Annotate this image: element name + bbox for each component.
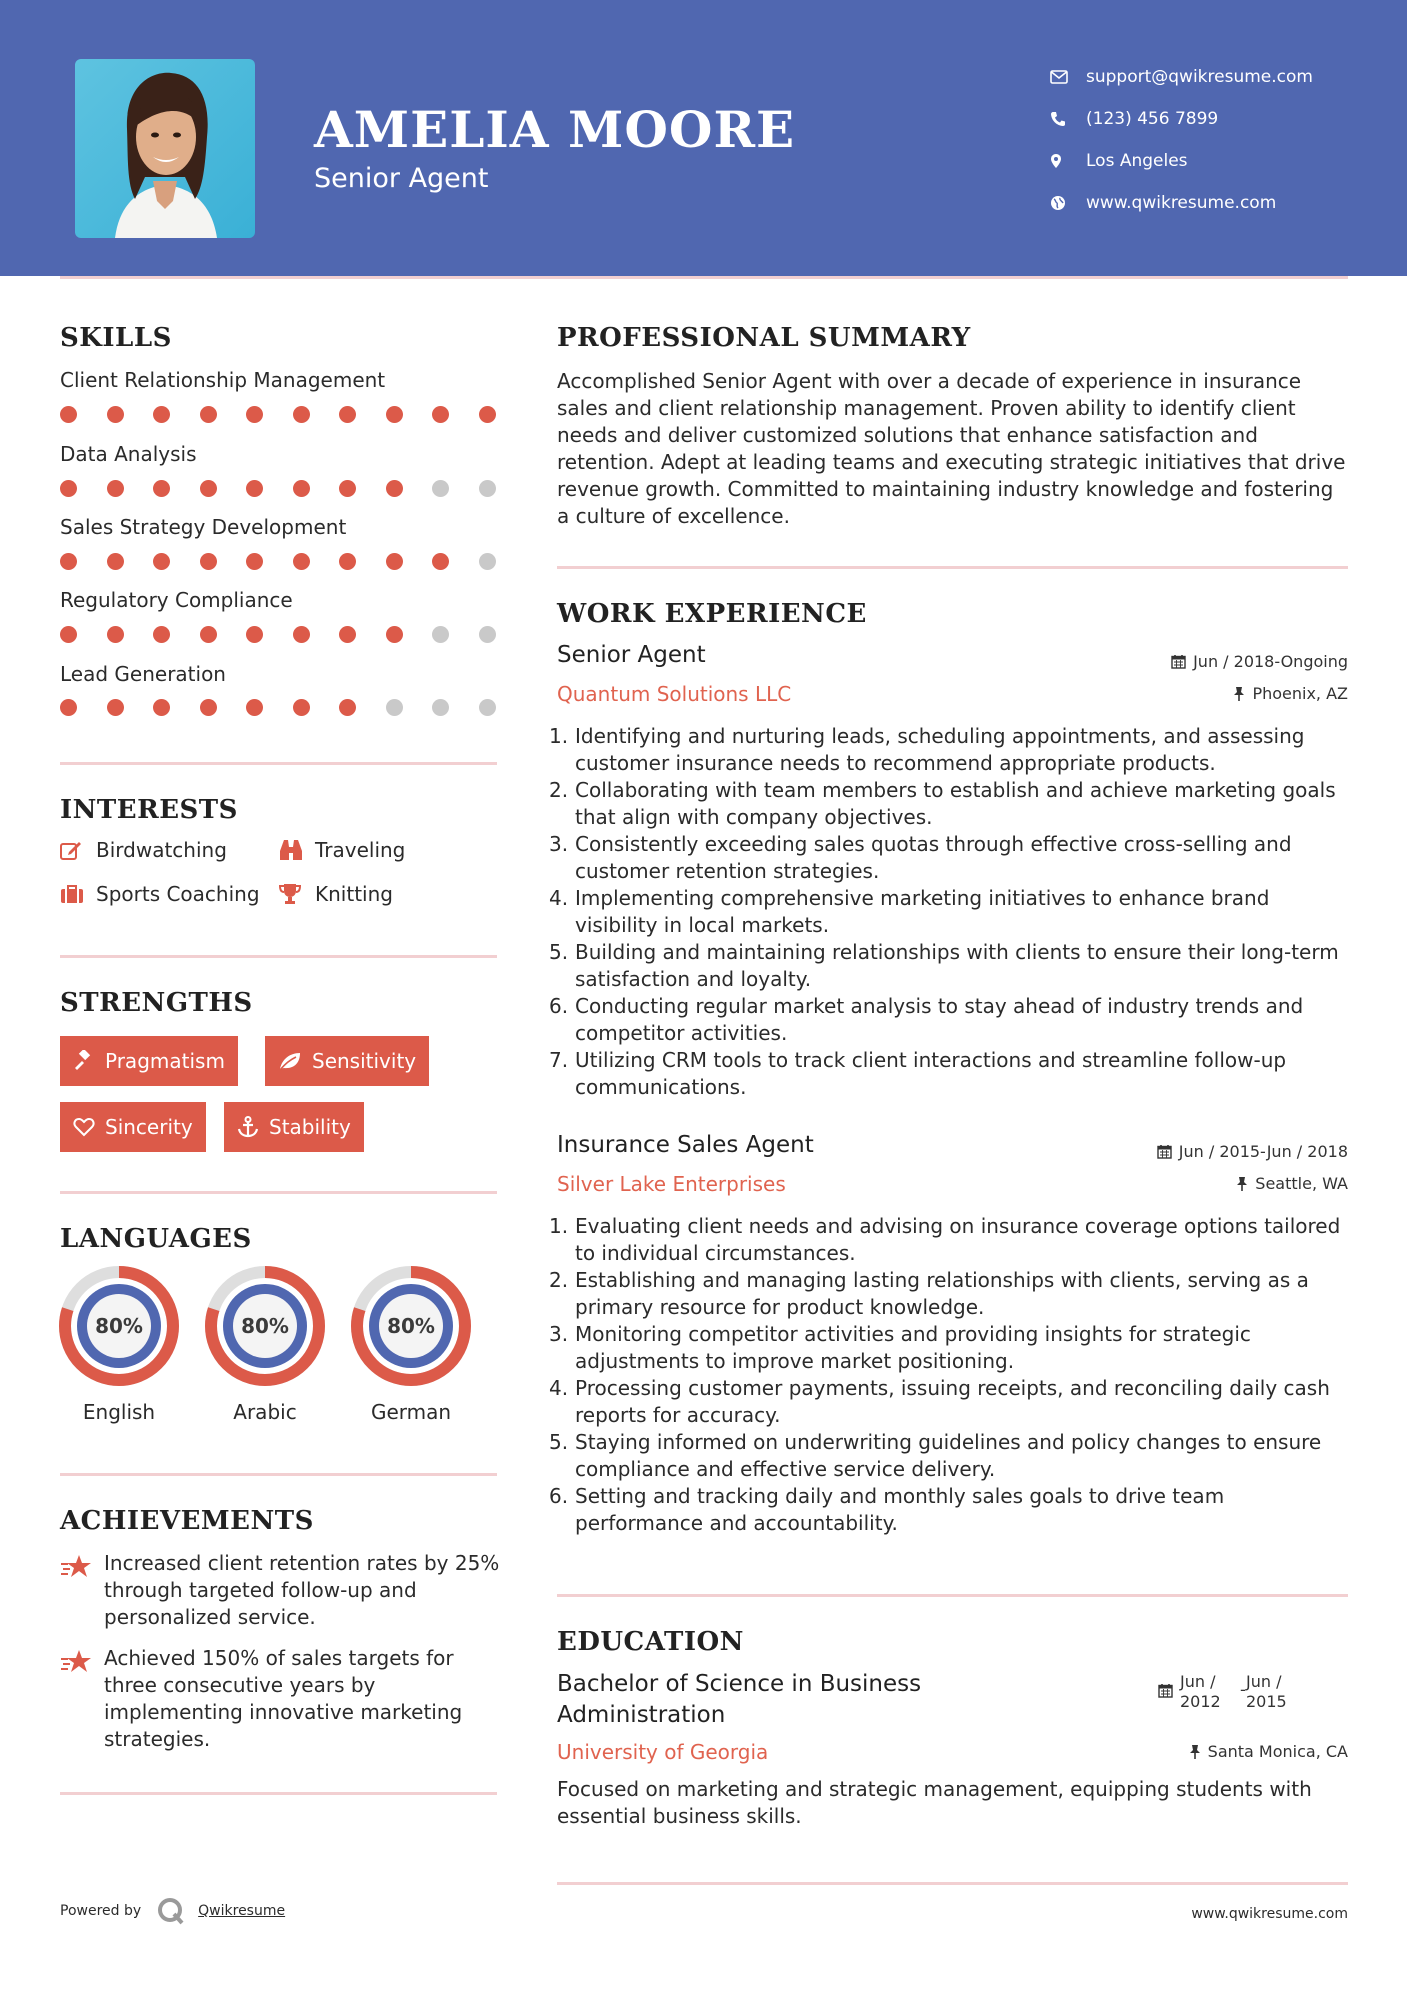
interest-label: Sports Coaching bbox=[96, 882, 260, 906]
language-name: German bbox=[370, 1400, 452, 1424]
pushpin-icon bbox=[1189, 1744, 1201, 1760]
strength-tag bbox=[224, 1102, 364, 1152]
skill-dot bbox=[432, 553, 449, 570]
strength-label: Sincerity bbox=[105, 1115, 193, 1139]
strength-tag bbox=[60, 1036, 238, 1086]
skill-name: Sales Strategy Development bbox=[60, 515, 347, 539]
contact-location bbox=[1050, 140, 1313, 182]
contact-email-text: support@qwikresume.com bbox=[1086, 67, 1313, 87]
duty-text: Identifying and nurturing leads, scheduling appointments, and assessing customer insurance needs to recommend appropriate products. bbox=[575, 724, 1305, 775]
duty-item: 1. Evaluating client needs and advising on insurance coverage options tailored to individual circumstances. bbox=[549, 1214, 1341, 1265]
degree-title-line2: Administration bbox=[557, 1702, 726, 1728]
skill-dot bbox=[339, 699, 356, 716]
envelope-icon bbox=[1050, 70, 1086, 84]
job-title: Insurance Sales Agent bbox=[557, 1132, 814, 1158]
shooting-star-icon bbox=[60, 1550, 104, 1631]
skill-dot bbox=[246, 553, 263, 570]
strengths-heading: STRENGTHS bbox=[60, 988, 253, 1018]
job-dates bbox=[1171, 652, 1348, 671]
calendar-icon bbox=[1171, 654, 1186, 669]
skill-dot bbox=[386, 480, 403, 497]
skill-dot bbox=[339, 406, 356, 423]
skill-dot bbox=[200, 480, 217, 497]
resume-header bbox=[0, 0, 1407, 276]
duty-item: 3. Consistently exceeding sales quotas through effective cross-selling and customer retention strategies. bbox=[549, 832, 1292, 883]
strength-tag bbox=[265, 1036, 429, 1086]
contact-phone[interactable] bbox=[1050, 98, 1313, 140]
heart-icon bbox=[73, 1117, 95, 1137]
education-dates bbox=[1158, 1672, 1287, 1712]
achievement-text: Increased client retention rates by 25% through targeted follow-up and personalized service. bbox=[104, 1551, 500, 1629]
skill-dot bbox=[246, 480, 263, 497]
skill-dot bbox=[293, 406, 310, 423]
calendar-icon bbox=[1158, 1672, 1173, 1712]
trophy-icon bbox=[279, 883, 315, 905]
binoculars-icon bbox=[279, 839, 315, 861]
job-duties bbox=[549, 723, 1353, 1101]
qwikresume-link[interactable]: Qwikresume bbox=[198, 1903, 286, 1919]
contact-website[interactable] bbox=[1050, 182, 1313, 224]
skill-dot bbox=[200, 626, 217, 643]
skill-dot bbox=[293, 626, 310, 643]
strength-label: Stability bbox=[269, 1115, 351, 1139]
experience-heading: WORK EXPERIENCE bbox=[557, 599, 867, 629]
duty-item: 5. Staying informed on underwriting guidelines and policy changes to ensure compliance and effective service delivery. bbox=[549, 1430, 1322, 1481]
job-location-text: Seattle, WA bbox=[1255, 1174, 1348, 1193]
pencil-square-icon bbox=[60, 840, 96, 860]
duty-item: 6. Conducting regular market analysis to stay ahead of industry trends and competitor activities. bbox=[549, 994, 1304, 1045]
skill-dot bbox=[107, 699, 124, 716]
skill-dot bbox=[432, 626, 449, 643]
education-start-line2: 2012 bbox=[1180, 1692, 1221, 1711]
skill-dot bbox=[246, 699, 263, 716]
section-divider bbox=[60, 1473, 497, 1476]
skill-dot bbox=[200, 553, 217, 570]
job-location-text: Phoenix, AZ bbox=[1252, 684, 1348, 703]
skill-dot bbox=[479, 480, 496, 497]
contact-phone-text: (123) 456 7899 bbox=[1086, 109, 1219, 129]
achievement-item bbox=[60, 1550, 500, 1631]
duty-text: Implementing comprehensive marketing initiatives to enhance brand visibility in local markets. bbox=[575, 886, 1270, 937]
skill-rating bbox=[60, 406, 525, 423]
school-name: University of Georgia bbox=[557, 1740, 769, 1764]
achievement-item bbox=[60, 1645, 500, 1753]
shooting-star-icon bbox=[60, 1645, 104, 1753]
skill-dot bbox=[107, 626, 124, 643]
skill-dot bbox=[339, 553, 356, 570]
duty-item: 4. Implementing comprehensive marketing initiatives to enhance brand visibility in local markets. bbox=[549, 886, 1270, 937]
duty-item: 4. Processing customer payments, issuing receipts, and reconciling daily cash reports for accuracy. bbox=[549, 1376, 1330, 1427]
skill-dot bbox=[246, 626, 263, 643]
skill-dot bbox=[246, 406, 263, 423]
duty-item: 6. Setting and tracking daily and monthly sales goals to drive team performance and accountability. bbox=[549, 1484, 1225, 1535]
section-divider bbox=[557, 1882, 1348, 1885]
duty-text: Conducting regular market analysis to stay ahead of industry trends and competitor activities. bbox=[575, 994, 1304, 1045]
skill-rating bbox=[60, 699, 525, 716]
qwikresume-logo-icon bbox=[156, 1896, 186, 1926]
duty-text: Collaborating with team members to establish and achieve marketing goals that align with company objectives. bbox=[575, 778, 1336, 829]
skill-dot bbox=[107, 553, 124, 570]
duty-text: Staying informed on underwriting guidelines and policy changes to ensure compliance and effective service delivery. bbox=[575, 1430, 1322, 1481]
leaf-icon bbox=[278, 1051, 302, 1071]
job-dates-text: Jun / 2018-Ongoing bbox=[1193, 652, 1348, 671]
education-location bbox=[1189, 1742, 1348, 1761]
skill-name: Lead Generation bbox=[60, 662, 226, 686]
duty-text: Consistently exceeding sales quotas through effective cross-selling and customer retention strategies. bbox=[575, 832, 1292, 883]
section-divider bbox=[60, 1792, 497, 1795]
footer-powered-by bbox=[60, 1896, 285, 1926]
summary-text: Accomplished Senior Agent with over a decade of experience in insurance sales and client relationship management. Proven ability to identify client needs and deliver customized solutions that enhance satisfaction and retention. Adept at leading teams and executing strategic initiatives that drive revenue growth. Committed to maintaining industry knowledge and fostering a culture of excellence. bbox=[557, 369, 1346, 528]
job-location bbox=[1236, 1174, 1348, 1193]
duty-text: Processing customer payments, issuing receipts, and reconciling daily cash reports for accuracy. bbox=[575, 1376, 1330, 1427]
language-percent: 80% bbox=[95, 1314, 143, 1338]
skill-dot bbox=[293, 480, 310, 497]
languages-heading: LANGUAGES bbox=[60, 1224, 252, 1254]
skill-dot bbox=[60, 699, 77, 716]
language-name: English bbox=[82, 1400, 156, 1424]
skill-dot bbox=[479, 699, 496, 716]
skill-dot bbox=[60, 406, 77, 423]
strength-label: Sensitivity bbox=[312, 1049, 417, 1073]
header-divider bbox=[60, 276, 1348, 279]
job-dates bbox=[1157, 1142, 1348, 1161]
contact-website-text: www.qwikresume.com bbox=[1086, 193, 1277, 213]
skill-dot bbox=[60, 480, 77, 497]
section-divider bbox=[60, 1191, 497, 1194]
skill-dot bbox=[60, 553, 77, 570]
date-separator: - bbox=[1240, 1680, 1246, 1699]
skill-dot bbox=[153, 699, 170, 716]
skill-dot bbox=[153, 553, 170, 570]
education-location-text: Santa Monica, CA bbox=[1207, 1742, 1348, 1761]
skill-rating bbox=[60, 626, 525, 643]
skill-dot bbox=[339, 626, 356, 643]
skill-dot bbox=[479, 553, 496, 570]
skill-rating bbox=[60, 553, 525, 570]
summary-heading: PROFESSIONAL SUMMARY bbox=[557, 323, 971, 353]
language-gauge bbox=[203, 1264, 327, 1388]
language-item bbox=[349, 1264, 473, 1424]
pushpin-icon bbox=[1233, 686, 1245, 702]
degree-title: Bachelor of Science in Business bbox=[557, 1671, 922, 1697]
contact-list bbox=[1050, 56, 1313, 224]
job-dates-text: Jun / 2015-Jun / 2018 bbox=[1178, 1142, 1348, 1161]
skill-dot bbox=[479, 626, 496, 643]
skill-dot bbox=[479, 406, 496, 423]
job-title: Senior Agent bbox=[557, 642, 706, 668]
contact-location-text: Los Angeles bbox=[1086, 151, 1188, 171]
education-end-date bbox=[1240, 1672, 1287, 1712]
interest-item bbox=[279, 882, 393, 906]
interest-item bbox=[60, 838, 227, 862]
duty-item: 7. Utilizing CRM tools to track client interactions and streamline follow-up communications. bbox=[549, 1048, 1287, 1099]
duty-text: Establishing and managing lasting relationships with clients, serving as a primary resource for product knowledge. bbox=[575, 1268, 1309, 1319]
duty-text: Monitoring competitor activities and providing insights for strategic adjustments to improve market positioning. bbox=[575, 1322, 1251, 1373]
skill-dot bbox=[293, 699, 310, 716]
skill-dot bbox=[432, 480, 449, 497]
pushpin-icon bbox=[1236, 1176, 1248, 1192]
language-item bbox=[57, 1264, 181, 1424]
language-gauge bbox=[349, 1264, 473, 1388]
skill-name: Regulatory Compliance bbox=[60, 588, 293, 612]
skill-dot bbox=[107, 406, 124, 423]
candidate-name: AMELIA MOORE bbox=[314, 100, 796, 159]
skill-dot bbox=[432, 699, 449, 716]
skill-dot bbox=[153, 480, 170, 497]
phone-icon bbox=[1050, 111, 1086, 127]
duty-text: Setting and tracking daily and monthly sales goals to drive team performance and accountability. bbox=[575, 1484, 1225, 1535]
education-description: Focused on marketing and strategic management, equipping students with essential business skills. bbox=[557, 1777, 1312, 1828]
language-item bbox=[203, 1264, 327, 1424]
interest-item bbox=[60, 882, 260, 906]
skill-dot bbox=[153, 626, 170, 643]
duty-item: 2. Establishing and managing lasting relationships with clients, serving as a primary resource for product knowledge. bbox=[549, 1268, 1309, 1319]
section-divider bbox=[60, 762, 497, 765]
duty-item: 5. Building and maintaining relationships with clients to ensure their long-term satisfaction and loyalty. bbox=[549, 940, 1339, 991]
skill-rating bbox=[60, 480, 525, 497]
interest-label: Traveling bbox=[315, 838, 406, 862]
language-name: Arabic bbox=[233, 1400, 297, 1424]
language-percent: 80% bbox=[241, 1314, 289, 1338]
interests-heading: INTERESTS bbox=[60, 795, 238, 825]
duty-item: 3. Monitoring competitor activities and providing insights for strategic adjustments to improve market positioning. bbox=[549, 1322, 1251, 1373]
section-divider bbox=[60, 955, 497, 958]
education-start-line1: Jun / bbox=[1180, 1672, 1216, 1691]
job-location bbox=[1233, 684, 1348, 703]
language-gauge bbox=[57, 1264, 181, 1388]
interest-item bbox=[279, 838, 405, 862]
interest-label: Knitting bbox=[315, 882, 393, 906]
duty-item: 1. Identifying and nurturing leads, scheduling appointments, and assessing customer insurance needs to recommend appropriate products. bbox=[549, 724, 1305, 775]
job-duties bbox=[549, 1213, 1353, 1537]
skill-dot bbox=[339, 480, 356, 497]
company-name: Silver Lake Enterprises bbox=[557, 1172, 786, 1196]
anchor-icon bbox=[237, 1116, 259, 1138]
gavel-icon bbox=[73, 1050, 95, 1072]
skill-dot bbox=[386, 406, 403, 423]
calendar-icon bbox=[1157, 1144, 1172, 1159]
section-divider bbox=[557, 566, 1348, 569]
achievement-text: Achieved 150% of sales targets for three consecutive years by implementing innovative marketing strategies. bbox=[104, 1646, 463, 1751]
duty-text: Evaluating client needs and advising on insurance coverage options tailored to individual circumstances. bbox=[575, 1214, 1341, 1265]
footer-website[interactable]: www.qwikresume.com bbox=[1191, 1906, 1348, 1922]
skill-dot bbox=[293, 553, 310, 570]
duty-item: 2. Collaborating with team members to establish and achieve marketing goals that align with company objectives. bbox=[549, 778, 1336, 829]
language-percent: 80% bbox=[387, 1314, 435, 1338]
globe-icon bbox=[1050, 195, 1086, 211]
education-end-line2: 2015 bbox=[1246, 1692, 1287, 1711]
strength-label: Pragmatism bbox=[105, 1049, 225, 1073]
skill-dot bbox=[386, 626, 403, 643]
skill-dot bbox=[200, 699, 217, 716]
education-start-date bbox=[1180, 1672, 1246, 1712]
contact-email[interactable] bbox=[1050, 56, 1313, 98]
section-divider bbox=[557, 1594, 1348, 1597]
skill-name: Data Analysis bbox=[60, 442, 197, 466]
skill-dot bbox=[60, 626, 77, 643]
skill-dot bbox=[386, 553, 403, 570]
interest-label: Birdwatching bbox=[96, 838, 227, 862]
powered-by-text: Powered by bbox=[60, 1903, 142, 1919]
skill-dot bbox=[432, 406, 449, 423]
skill-name: Client Relationship Management bbox=[60, 368, 386, 392]
skill-dot bbox=[153, 406, 170, 423]
candidate-title: Senior Agent bbox=[314, 163, 489, 194]
skill-dot bbox=[107, 480, 124, 497]
strength-tag bbox=[60, 1102, 206, 1152]
achievements-heading: ACHIEVEMENTS bbox=[60, 1506, 314, 1536]
duty-text: Utilizing CRM tools to track client interactions and streamline follow-up communications. bbox=[575, 1048, 1287, 1099]
education-heading: EDUCATION bbox=[557, 1627, 744, 1657]
company-name: Quantum Solutions LLC bbox=[557, 682, 792, 706]
profile-photo bbox=[75, 59, 255, 238]
education-end-line1: Jun / bbox=[1246, 1672, 1282, 1691]
briefcase-icon bbox=[60, 884, 96, 904]
duty-text: Building and maintaining relationships with clients to ensure their long-term satisfaction and loyalty. bbox=[575, 940, 1339, 991]
skill-dot bbox=[386, 699, 403, 716]
location-pin-icon bbox=[1050, 153, 1086, 169]
skill-dot bbox=[200, 406, 217, 423]
skills-heading: SKILLS bbox=[60, 323, 172, 353]
